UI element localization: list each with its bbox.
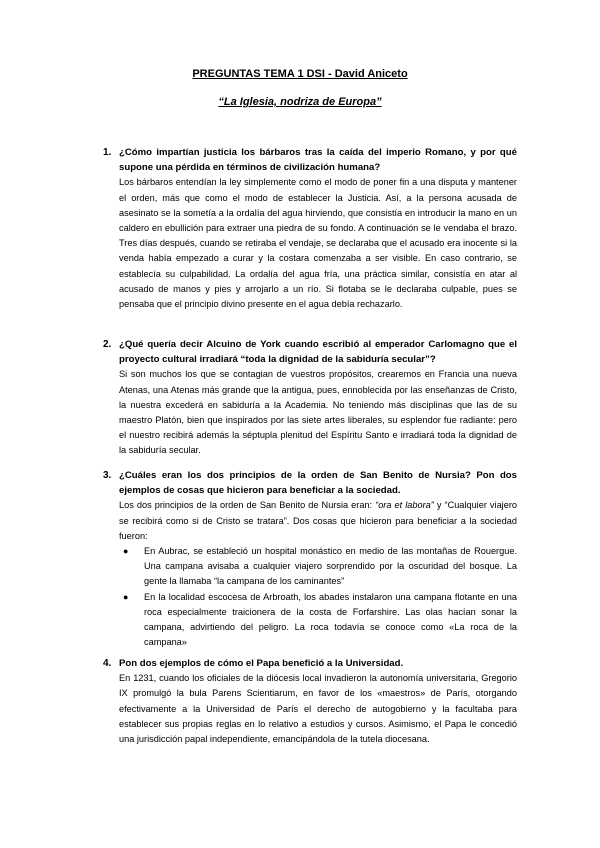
answer-motto: “ora et labora”	[375, 500, 434, 511]
question-text: ¿Cuáles eran los dos principios de la orden de San Benito de Nursia? Pon dos ejemplos de cosas que hicieron para beneficiar a la sociedad.	[119, 470, 517, 497]
bullet-icon: ●	[123, 591, 129, 602]
question-number: 1.	[103, 147, 112, 158]
bullet-text: En Aubrac, se estableció un hospital monástico en medio de las montañas de Rouergue. Una campana avisaba a cualquier viajero sorprendido por la oscuridad del bosque. La gente la llamaba “la campana de los caminantes”	[144, 546, 517, 587]
question-block-3	[119, 468, 517, 650]
bullet-icon: ●	[123, 546, 129, 557]
bullet-list	[119, 544, 517, 650]
question-number: 2.	[103, 339, 112, 350]
question-number: 3.	[103, 470, 112, 481]
answer-rest: y “Cualquier viajero se recibirá como si de Cristo se tratara”. Dos cosas que hicieron para beneficiar a la sociedad fueron:	[119, 500, 517, 541]
question-text: Pon dos ejemplos de cómo el Papa benefició a la Universidad.	[119, 658, 404, 669]
answer-text: En 1231, cuando los oficiales de la diócesis local invadieron la autonomía universitaria, Gregorio IX promulgó la bula Parens Scientiarum, en favor de los «maestros» de París, otorgando efectivamente a la Universidad de París el derecho de autogobierno y la facultaba para establecer sus propias reglas en lo relativo a estudios y cursos. Asimismo, el Papa le concedió una jurisdicción papal independiente, emancipándola de la tutela diocesana.	[119, 673, 517, 745]
answer-text	[119, 498, 517, 544]
question-block-1	[119, 145, 517, 312]
question-text: ¿Qué quería decir Alcuino de York cuando escribió al emperador Carlomagno que el proyecto cultural irradiará “toda la dignidad de la sabiduría secular”?	[119, 339, 517, 366]
bullet-text: En la localidad escocesa de Arbroath, los abades instalaron una campana flotante en una roca especialmente traicionera de la costa de Forfarshire. Las olas hacían sonar la campana, advirtiendo del peligro. La roca todavía se conoce como «La roca de la campana»	[144, 591, 517, 648]
document-subtitle: “La Iglesia, nodriza de Europa”	[218, 96, 382, 108]
list-item	[119, 590, 517, 651]
answer-text: Los bárbaros entendían la ley simplemente como el modo de poner fin a una disputa y mantener el orden, más que como el modo de establecer la Justicia. Así, a la persona acusada de asesinato se la sometía a la ordalía del agua hirviendo, que consistía en introducir la mano en un caldero en ebullición para extraer una piedra de su fondo. A continuación se le vendaba el brazo. Tres días después, cuando se retiraba el vendaje, se declaraba que el acusado era inocente si la venda había empezado a curar y la costara comenzaba a ser visible. En caso contrario, se establecía su culpabilidad. La ordalía del agua fría, una práctica similar, consistía en atar al acusado de manos y pies y arrojarlo a un río. Si flotaba se le declaraba culpable, pues se pensaba que el principio divino presente en el agua debía rechazarlo.	[119, 177, 517, 310]
question-number: 4.	[103, 658, 112, 669]
question-text: ¿Cómo impartían justicia los bárbaros tras la caída del imperio Romano, y por qué supone una pérdida en términos de civilización humana?	[119, 147, 517, 174]
document-title: PREGUNTAS TEMA 1 DSI - David Aniceto	[192, 68, 408, 80]
answer-intro: Los dos principios de la orden de San Benito de Nursia eran:	[119, 500, 376, 511]
question-block-2	[119, 337, 517, 459]
answer-text: Si son muchos los que se contagian de vuestros propósitos, crearemos en Francia una nueva Atenas, una Atenas más grande que la antigua, pues, ennoblecida por las enseñanzas de Cristo, la nuestra excederá en sabiduría a la Academia. No teniendo más disciplinas que las de su maestro Platón, bien que inspirados por las siete artes liberales, su esplendor fue radiante: pero el nuestro recibirá además la séptupla plenitud del Espíritu Santo e irradiará toda la dignidad de la sabiduría secular.	[119, 369, 517, 456]
question-block-4	[119, 656, 517, 747]
list-item	[119, 544, 517, 590]
